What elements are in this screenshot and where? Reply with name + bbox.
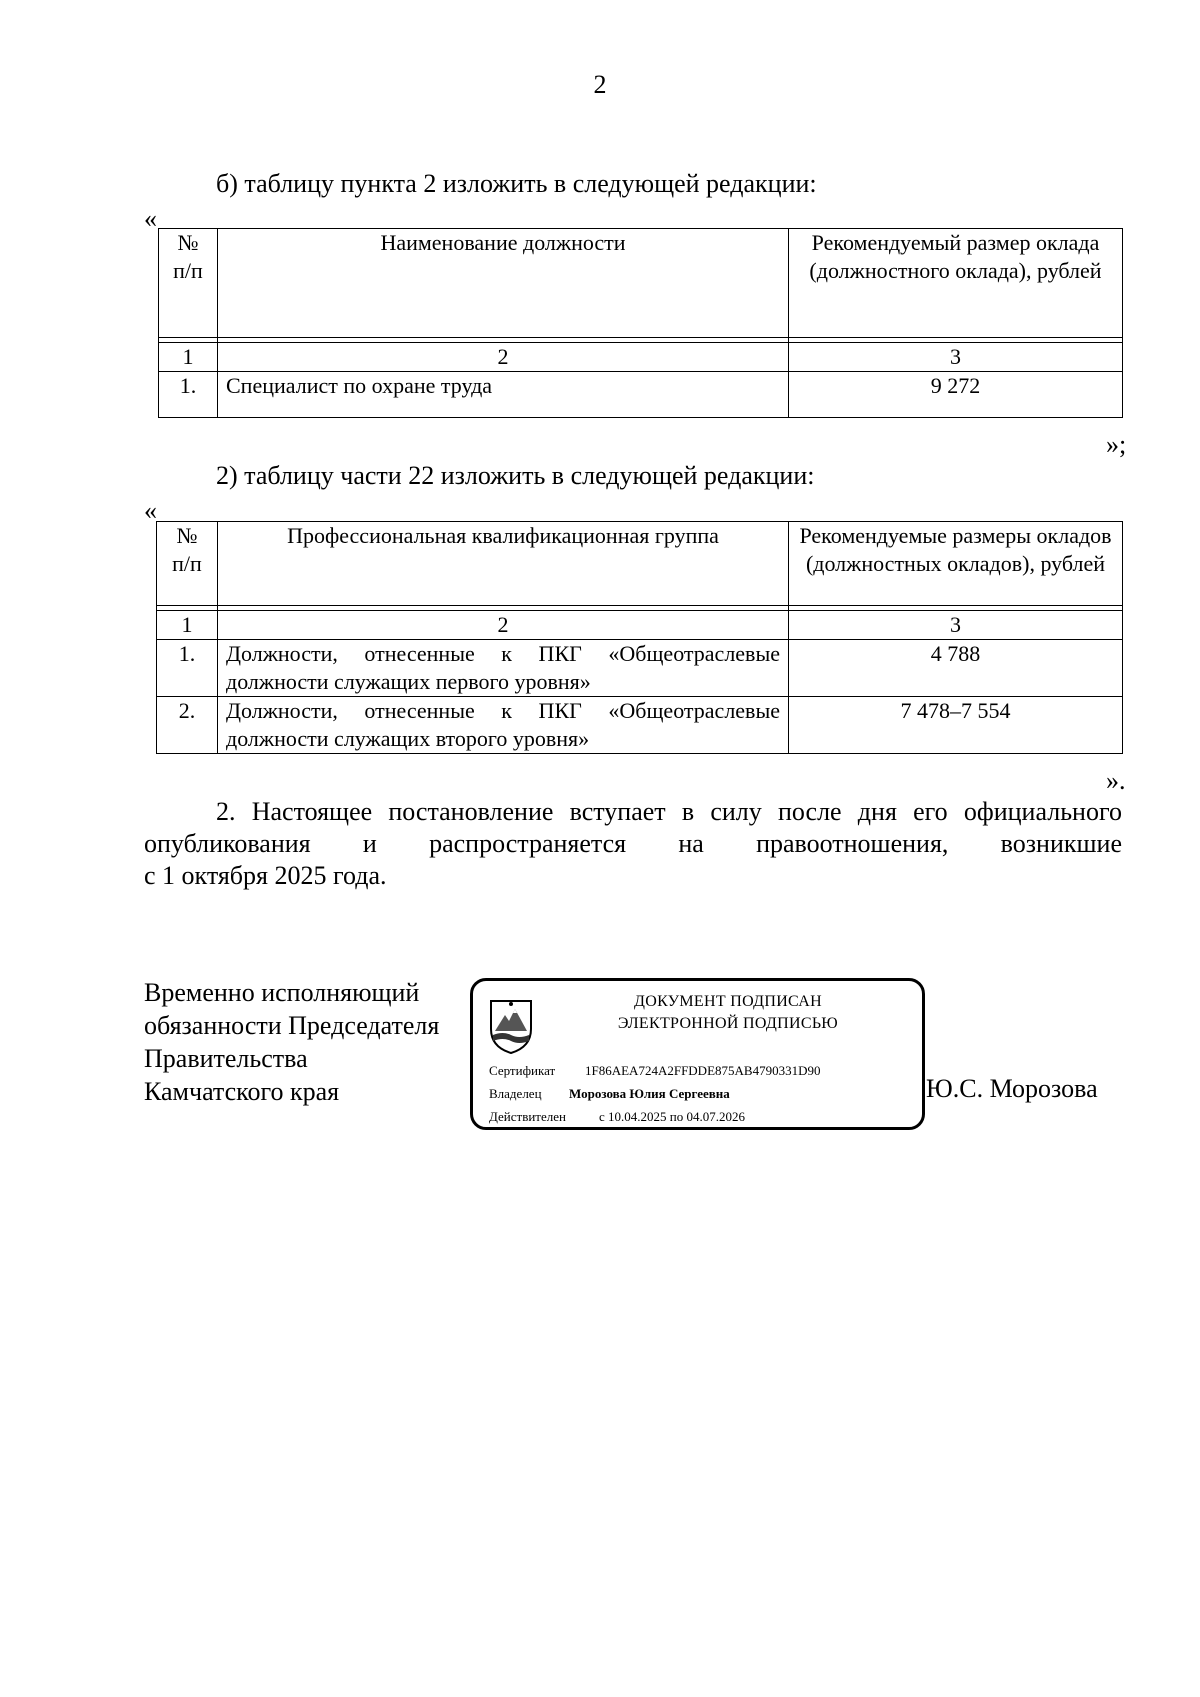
row-salary: 7 478–7 554 bbox=[789, 697, 1123, 754]
signatory-line: Правительства bbox=[144, 1044, 308, 1073]
row-number: 1. bbox=[159, 372, 218, 418]
header-cell-number: № п/п bbox=[157, 522, 218, 606]
column-number: 1 bbox=[157, 611, 218, 640]
header-cell-position: Наименование должности bbox=[218, 229, 789, 338]
header-cell-salary: Рекомендуемый размер оклада (должностного оклада), рублей bbox=[789, 229, 1123, 338]
signer-name: Ю.С. Морозова bbox=[926, 1074, 1098, 1103]
row-group-name-line: должности служащих первого уровня» bbox=[226, 669, 591, 694]
column-number: 1 bbox=[159, 343, 218, 372]
stamp-title-line: ДОКУМЕНТ ПОДПИСАН bbox=[634, 993, 822, 1010]
stamp-validity-row bbox=[489, 1109, 745, 1125]
section-2-close-quote: ». bbox=[1106, 766, 1126, 795]
section-2-open-quote: « bbox=[144, 496, 157, 525]
section-b-close-quote: »; bbox=[1106, 430, 1127, 459]
section-2-heading: 2) таблицу части 22 изложить в следующей редакции: bbox=[216, 461, 815, 490]
column-number: 3 bbox=[789, 611, 1123, 640]
row-salary: 4 788 bbox=[789, 640, 1123, 697]
salary-table-positions bbox=[158, 228, 1123, 418]
table-header-row bbox=[157, 522, 1123, 606]
stamp-certificate-row bbox=[489, 1063, 820, 1079]
stamp-certificate-label: Сертификат bbox=[489, 1063, 556, 1078]
salary-table-groups bbox=[156, 521, 1123, 754]
signatory-line: Камчатского края bbox=[144, 1077, 340, 1106]
signatory-line: Временно исполняющий bbox=[144, 978, 420, 1007]
stamp-title-line: ЭЛЕКТРОННОЙ ПОДПИСЬЮ bbox=[617, 1015, 839, 1032]
row-group-name bbox=[218, 697, 789, 754]
electronic-signature-stamp bbox=[470, 978, 925, 1130]
header-cell-number: № п/п bbox=[159, 229, 218, 338]
section-b-open-quote: « bbox=[144, 204, 157, 233]
stamp-validity-label: Действителен bbox=[489, 1109, 566, 1124]
column-number: 3 bbox=[789, 343, 1123, 372]
kamchatka-emblem-icon bbox=[487, 995, 535, 1055]
table-column-numbers-row bbox=[157, 611, 1123, 640]
section-b-heading: б) таблицу пункта 2 изложить в следующей редакции: bbox=[216, 169, 817, 198]
header-cell-group: Профессиональная квалификационная группа bbox=[218, 522, 789, 606]
closing-line: опубликования и распространяется на правоотношения, возникшие bbox=[144, 829, 1122, 858]
row-number: 2. bbox=[157, 697, 218, 754]
stamp-title bbox=[563, 991, 893, 1035]
table-row bbox=[157, 640, 1123, 697]
table-row bbox=[157, 697, 1123, 754]
column-number: 2 bbox=[218, 343, 789, 372]
closing-line: 2. Настоящее постановление вступает в силу после дня его официального bbox=[216, 797, 1122, 826]
column-number: 2 bbox=[218, 611, 789, 640]
stamp-certificate-value: 1F86AEA724A2FFDDE875AB4790331D90 bbox=[585, 1063, 821, 1078]
row-group-name-line: Должности, отнесенные к ПКГ «Общеотраслевые bbox=[226, 641, 780, 666]
table-row bbox=[159, 372, 1123, 418]
closing-line: с 1 октября 2025 года. bbox=[144, 861, 387, 890]
row-group-name-line: должности служащих второго уровня» bbox=[226, 726, 590, 751]
signatory-title bbox=[144, 976, 439, 1108]
table-header-row bbox=[159, 229, 1123, 338]
row-group-name bbox=[218, 640, 789, 697]
row-group-name-line: Должности, отнесенные к ПКГ «Общеотраслевые bbox=[226, 698, 780, 723]
closing-paragraph bbox=[144, 796, 1122, 892]
page-number: 2 bbox=[593, 70, 607, 99]
table-column-numbers-row bbox=[159, 343, 1123, 372]
row-position-name: Специалист по охране труда bbox=[218, 372, 789, 418]
stamp-owner-value: Морозова Юлия Сергеевна bbox=[569, 1086, 730, 1101]
stamp-owner-label: Владелец bbox=[489, 1086, 542, 1101]
row-salary: 9 272 bbox=[789, 372, 1123, 418]
stamp-validity-value: с 10.04.2025 по 04.07.2026 bbox=[599, 1109, 745, 1124]
row-number: 1. bbox=[157, 640, 218, 697]
stamp-owner-row bbox=[489, 1086, 730, 1102]
header-cell-salary: Рекомендуемые размеры окладов (должностных окладов), рублей bbox=[789, 522, 1123, 606]
signatory-line: обязанности Председателя bbox=[144, 1011, 440, 1040]
